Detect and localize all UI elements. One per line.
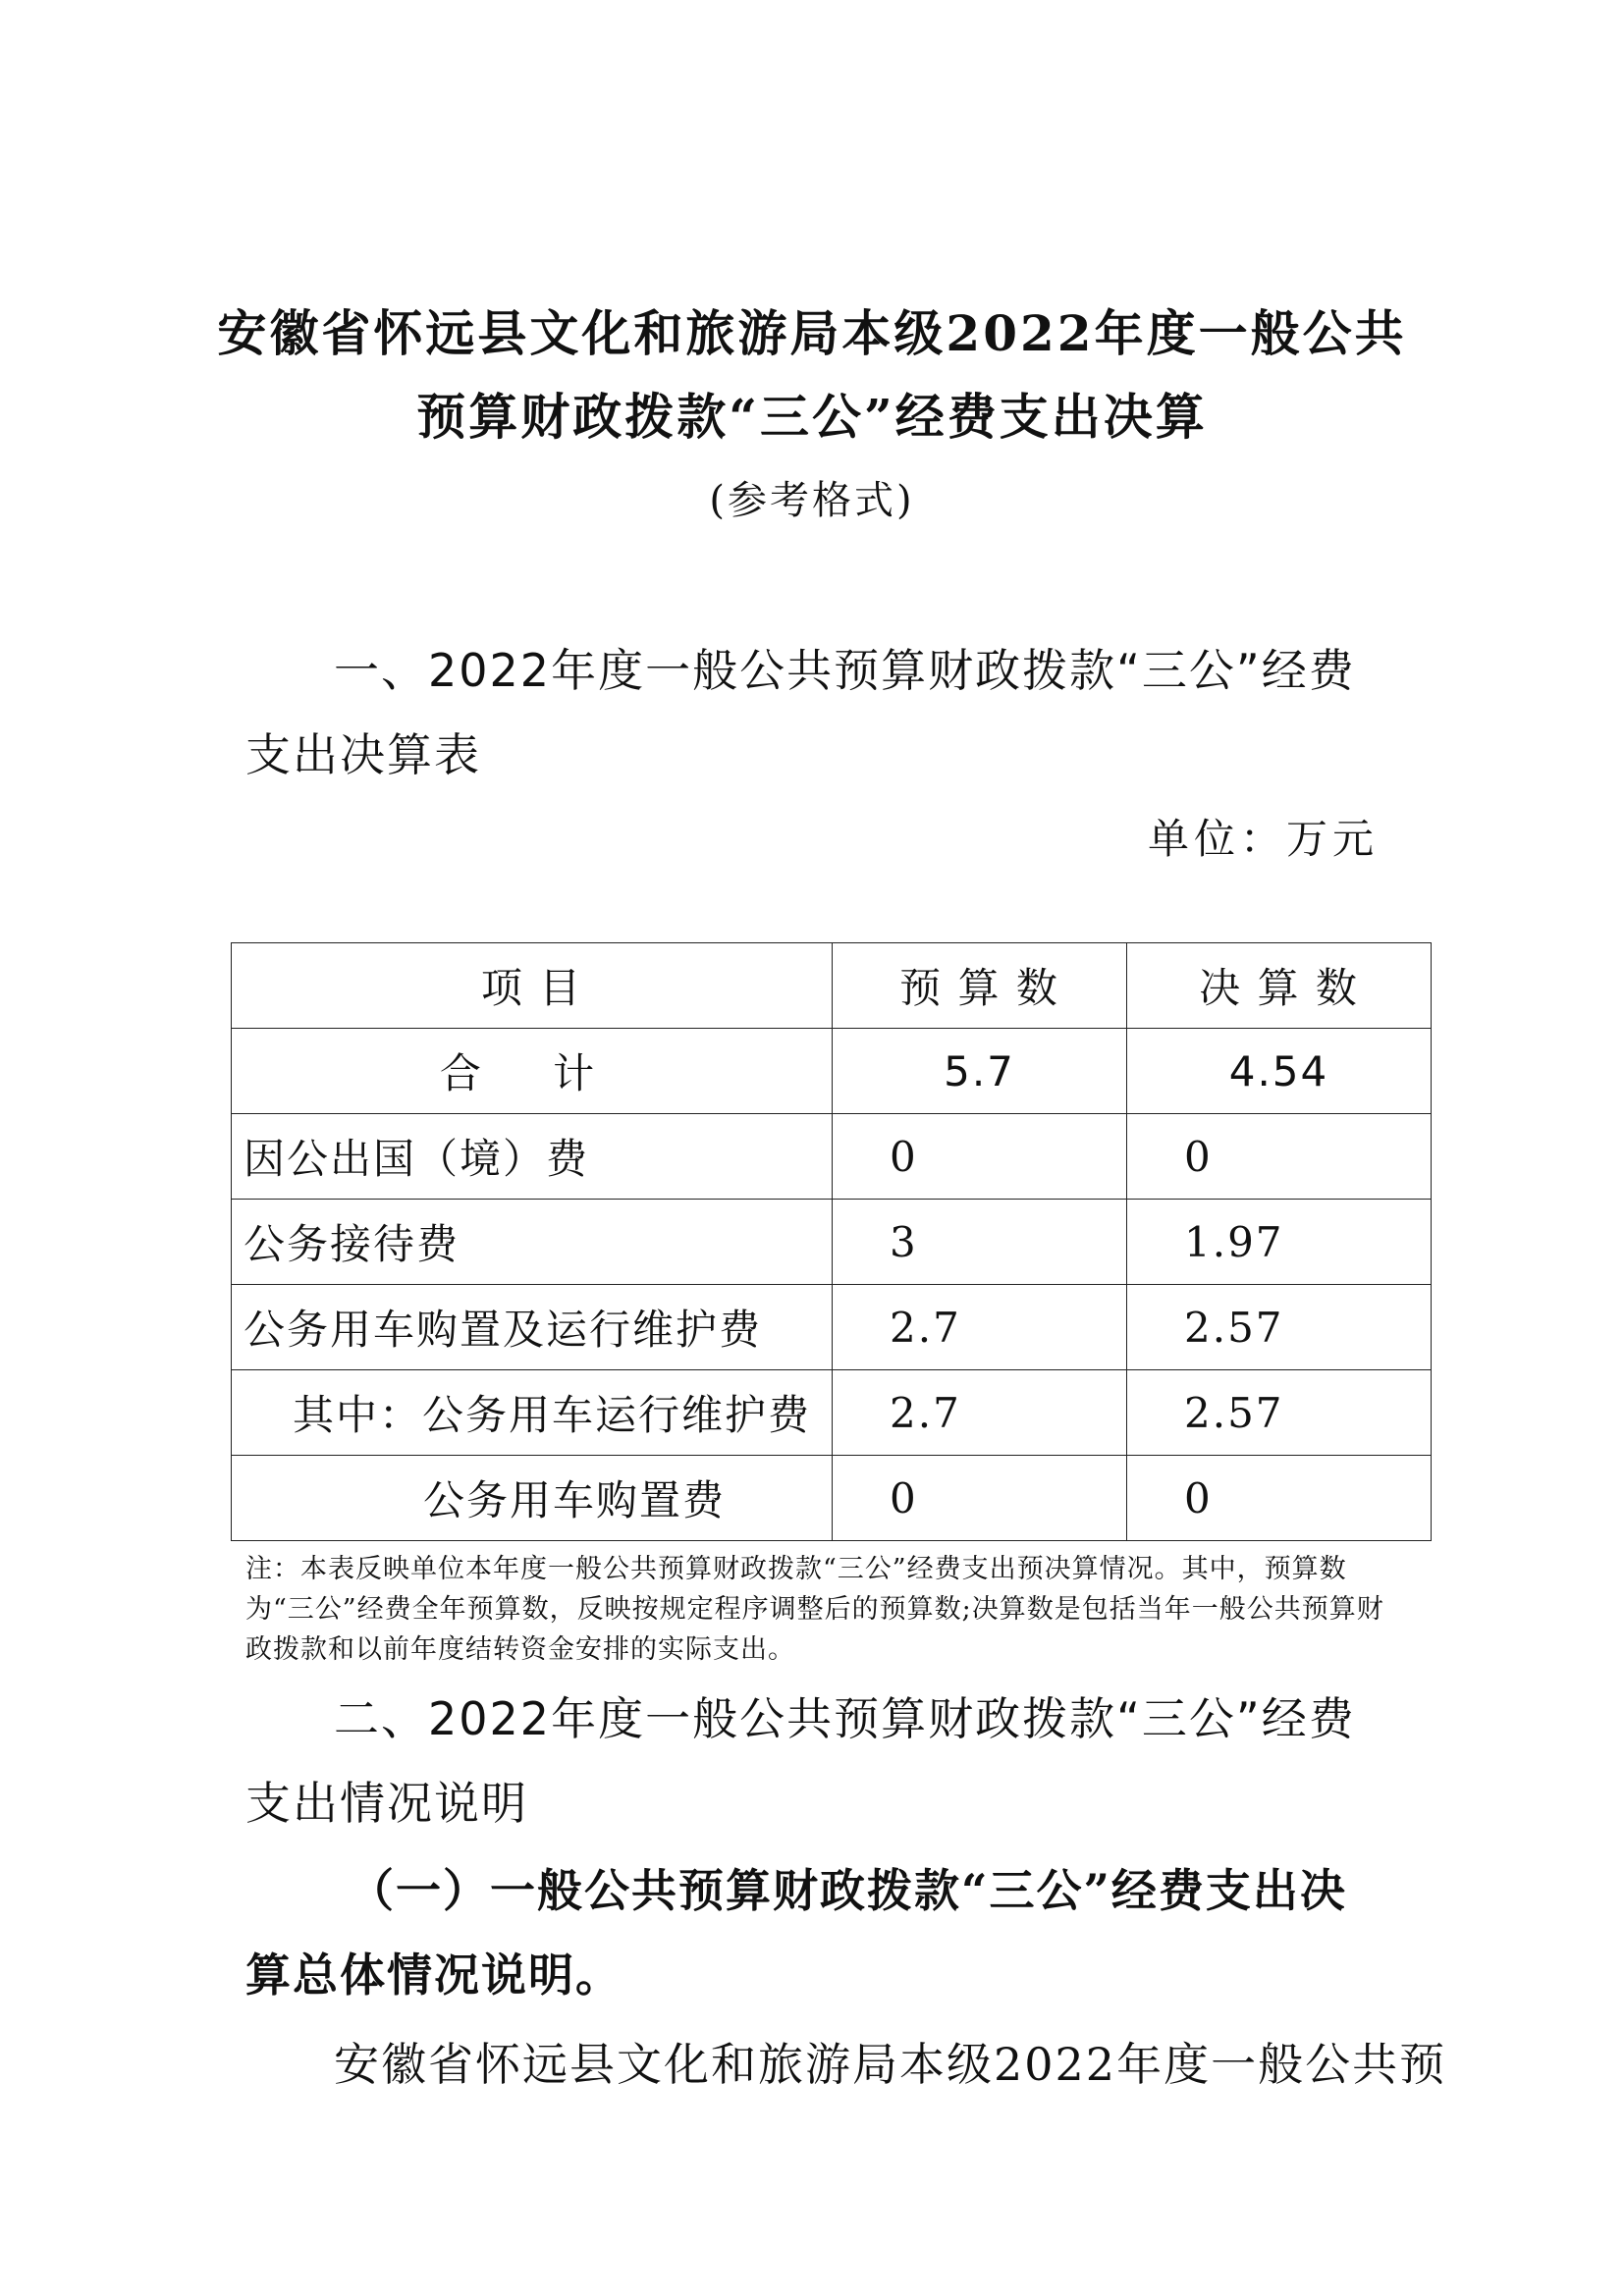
total-actual: 4.54 xyxy=(1127,1029,1432,1114)
row-budget: 2.7 xyxy=(833,1285,1127,1370)
row-actual: 2.57 xyxy=(1127,1285,1432,1370)
row-budget: 0 xyxy=(833,1456,1127,1541)
three-public-expense-table xyxy=(231,942,1432,1541)
document-subtitle: (参考格式) xyxy=(709,478,915,523)
document-title-line1: 安徽省怀远县文化和旅游局本级2022年度一般公共 xyxy=(217,304,1407,362)
row-budget: 0 xyxy=(833,1114,1127,1200)
table-total-row xyxy=(232,1029,1432,1114)
row-actual: 0 xyxy=(1127,1456,1432,1541)
section1-heading: 一、2022年度一般公共预算财政拨款“三公”经费支出决算表 xyxy=(245,644,1356,781)
table-row xyxy=(232,1370,1432,1456)
table-header-row xyxy=(232,943,1432,1029)
table-row xyxy=(232,1114,1432,1200)
row-actual: 2.57 xyxy=(1127,1370,1432,1456)
total-budget: 5.7 xyxy=(833,1029,1127,1114)
table-row xyxy=(232,1285,1432,1370)
document-title-line2: 预算财政拨款“三公”经费支出决算 xyxy=(416,388,1208,446)
section2-heading: 二、2022年度一般公共预算财政拨款“三公”经费支出情况说明 xyxy=(245,1692,1356,1830)
body-paragraph: 安徽省怀远县文化和旅游局本级2022年度一般公共预 xyxy=(334,2038,1447,2091)
row-actual: 0 xyxy=(1127,1114,1432,1200)
header-budget: 预 算 数 xyxy=(833,943,1127,1029)
total-label: 合 计 xyxy=(232,1029,833,1114)
table-row xyxy=(232,1200,1432,1285)
row-label: 公务接待费 xyxy=(232,1200,833,1285)
header-actual: 决 算 数 xyxy=(1127,943,1432,1029)
row-label: 公务用车购置费 xyxy=(232,1456,833,1541)
subsection1-heading: （一）一般公共预算财政拨款“三公”经费支出决算总体情况说明。 xyxy=(245,1864,1347,2002)
table-note: 注：本表反映单位本年度一般公共预算财政拨款“三公”经费支出预决算情况。其中，预算数为“三公”经费全年预算数，反映按规定程序调整后的预算数;决算数是包括当年一般公共预算财政拨款和以前年度结转资金安排的实际支出。 xyxy=(245,1554,1384,1665)
row-label: 公务用车购置及运行维护费 xyxy=(232,1285,833,1370)
unit-label: 单位：万元 xyxy=(1147,815,1379,863)
row-label: 因公出国（境）费 xyxy=(232,1114,833,1200)
row-budget: 2.7 xyxy=(833,1370,1127,1456)
row-label: 其中：公务用车运行维护费 xyxy=(232,1370,833,1456)
row-actual: 1.97 xyxy=(1127,1200,1432,1285)
header-item: 项 目 xyxy=(232,943,833,1029)
row-budget: 3 xyxy=(833,1200,1127,1285)
table-row xyxy=(232,1456,1432,1541)
